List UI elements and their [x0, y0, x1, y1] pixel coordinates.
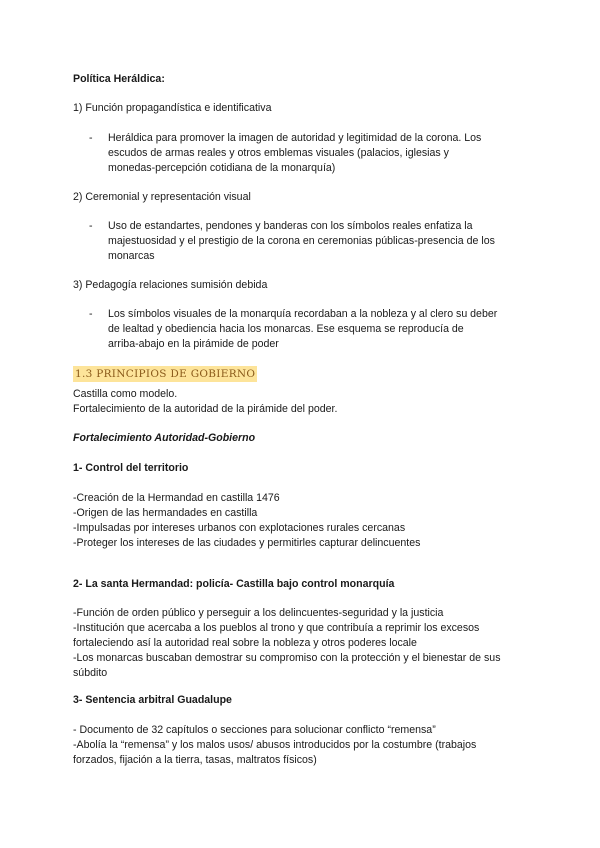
- point-heading-3: 3) Pedagogía relaciones sumisión debida: [73, 279, 268, 291]
- block-heading-3: 3- Sentencia arbitral Guadalupe: [73, 694, 232, 706]
- block-line: -Proteger los intereses de las ciudades y permitirles capturar delincuentes: [73, 537, 421, 549]
- section-heading-highlight: 1.3 PRINCIPIOS DE GOBIERNO: [75, 368, 256, 380]
- block-line: -Impulsadas por intereses urbanos con explotaciones rurales cercanas: [73, 522, 406, 534]
- block-line: forzados, fijación a la tierra, tasas, maltratos físicos): [73, 754, 317, 766]
- block-line: - Documento de 32 capítulos o secciones para solucionar conflicto “remensa”: [73, 724, 436, 736]
- bullet-marker: -: [89, 308, 93, 320]
- bullet-line: majestuosidad y el prestigio de la corona en ceremonias públicas-presencia de los: [108, 235, 495, 247]
- bullet-line: escudos de armas reales y otros emblemas visuales (palacios, iglesias y: [108, 147, 449, 159]
- bullet-marker: -: [89, 132, 93, 144]
- bullet-marker: -: [89, 220, 93, 232]
- section-subheading: Fortalecimiento Autoridad-Gobierno: [73, 432, 256, 444]
- block-line: -Origen de las hermandades en castilla: [73, 507, 258, 519]
- point-heading-2: 2) Ceremonial y representación visual: [73, 191, 251, 203]
- block-line: súbdito: [73, 667, 108, 679]
- block-line: fortaleciendo así la autoridad real sobre la nobleza y otros poderes locale: [73, 637, 417, 649]
- page-title: Política Heráldica:: [73, 73, 165, 85]
- bullet-line: Los símbolos visuales de la monarquía recordaban a la nobleza y al clero su deber: [108, 308, 498, 320]
- block-line: -Función de orden público y perseguir a los delincuentes-seguridad y la justicia: [73, 607, 444, 619]
- block-line: -Institución que acercaba a los pueblos al trono y que contribuía a reprimir los excesos: [73, 622, 480, 634]
- section-intro-line: Castilla como modelo.: [73, 388, 178, 400]
- block-line: -Abolía la “remensa” y los malos usos/ abusos introducidos por la costumbre (trabajos: [73, 739, 477, 751]
- bullet-line: arriba-abajo en la pirámide de poder: [108, 338, 279, 350]
- block-line: -Creación de la Hermandad en castilla 1476: [73, 492, 280, 504]
- bullet-line: de lealtad y obediencia hacia los monarcas. Ese esquema se reproducía de: [108, 323, 464, 335]
- bullet-line: monedas-percepción cotidiana de la monarquía): [108, 162, 336, 174]
- point-heading-1: 1) Función propagandística e identificativa: [73, 102, 272, 114]
- bullet-line: Uso de estandartes, pendones y banderas con los símbolos reales enfatiza la: [108, 220, 473, 232]
- bullet-line: monarcas: [108, 250, 155, 262]
- section-intro-line: Fortalecimiento de la autoridad de la pirámide del poder.: [73, 403, 338, 415]
- block-heading-1: 1- Control del territorio: [73, 462, 189, 474]
- block-line: -Los monarcas buscaban demostrar su compromiso con la protección y el bienestar de sus: [73, 652, 501, 664]
- bullet-line: Heráldica para promover la imagen de autoridad y legitimidad de la corona. Los: [108, 132, 482, 144]
- block-heading-2: 2- La santa Hermandad: policía- Castilla bajo control monarquía: [73, 578, 395, 590]
